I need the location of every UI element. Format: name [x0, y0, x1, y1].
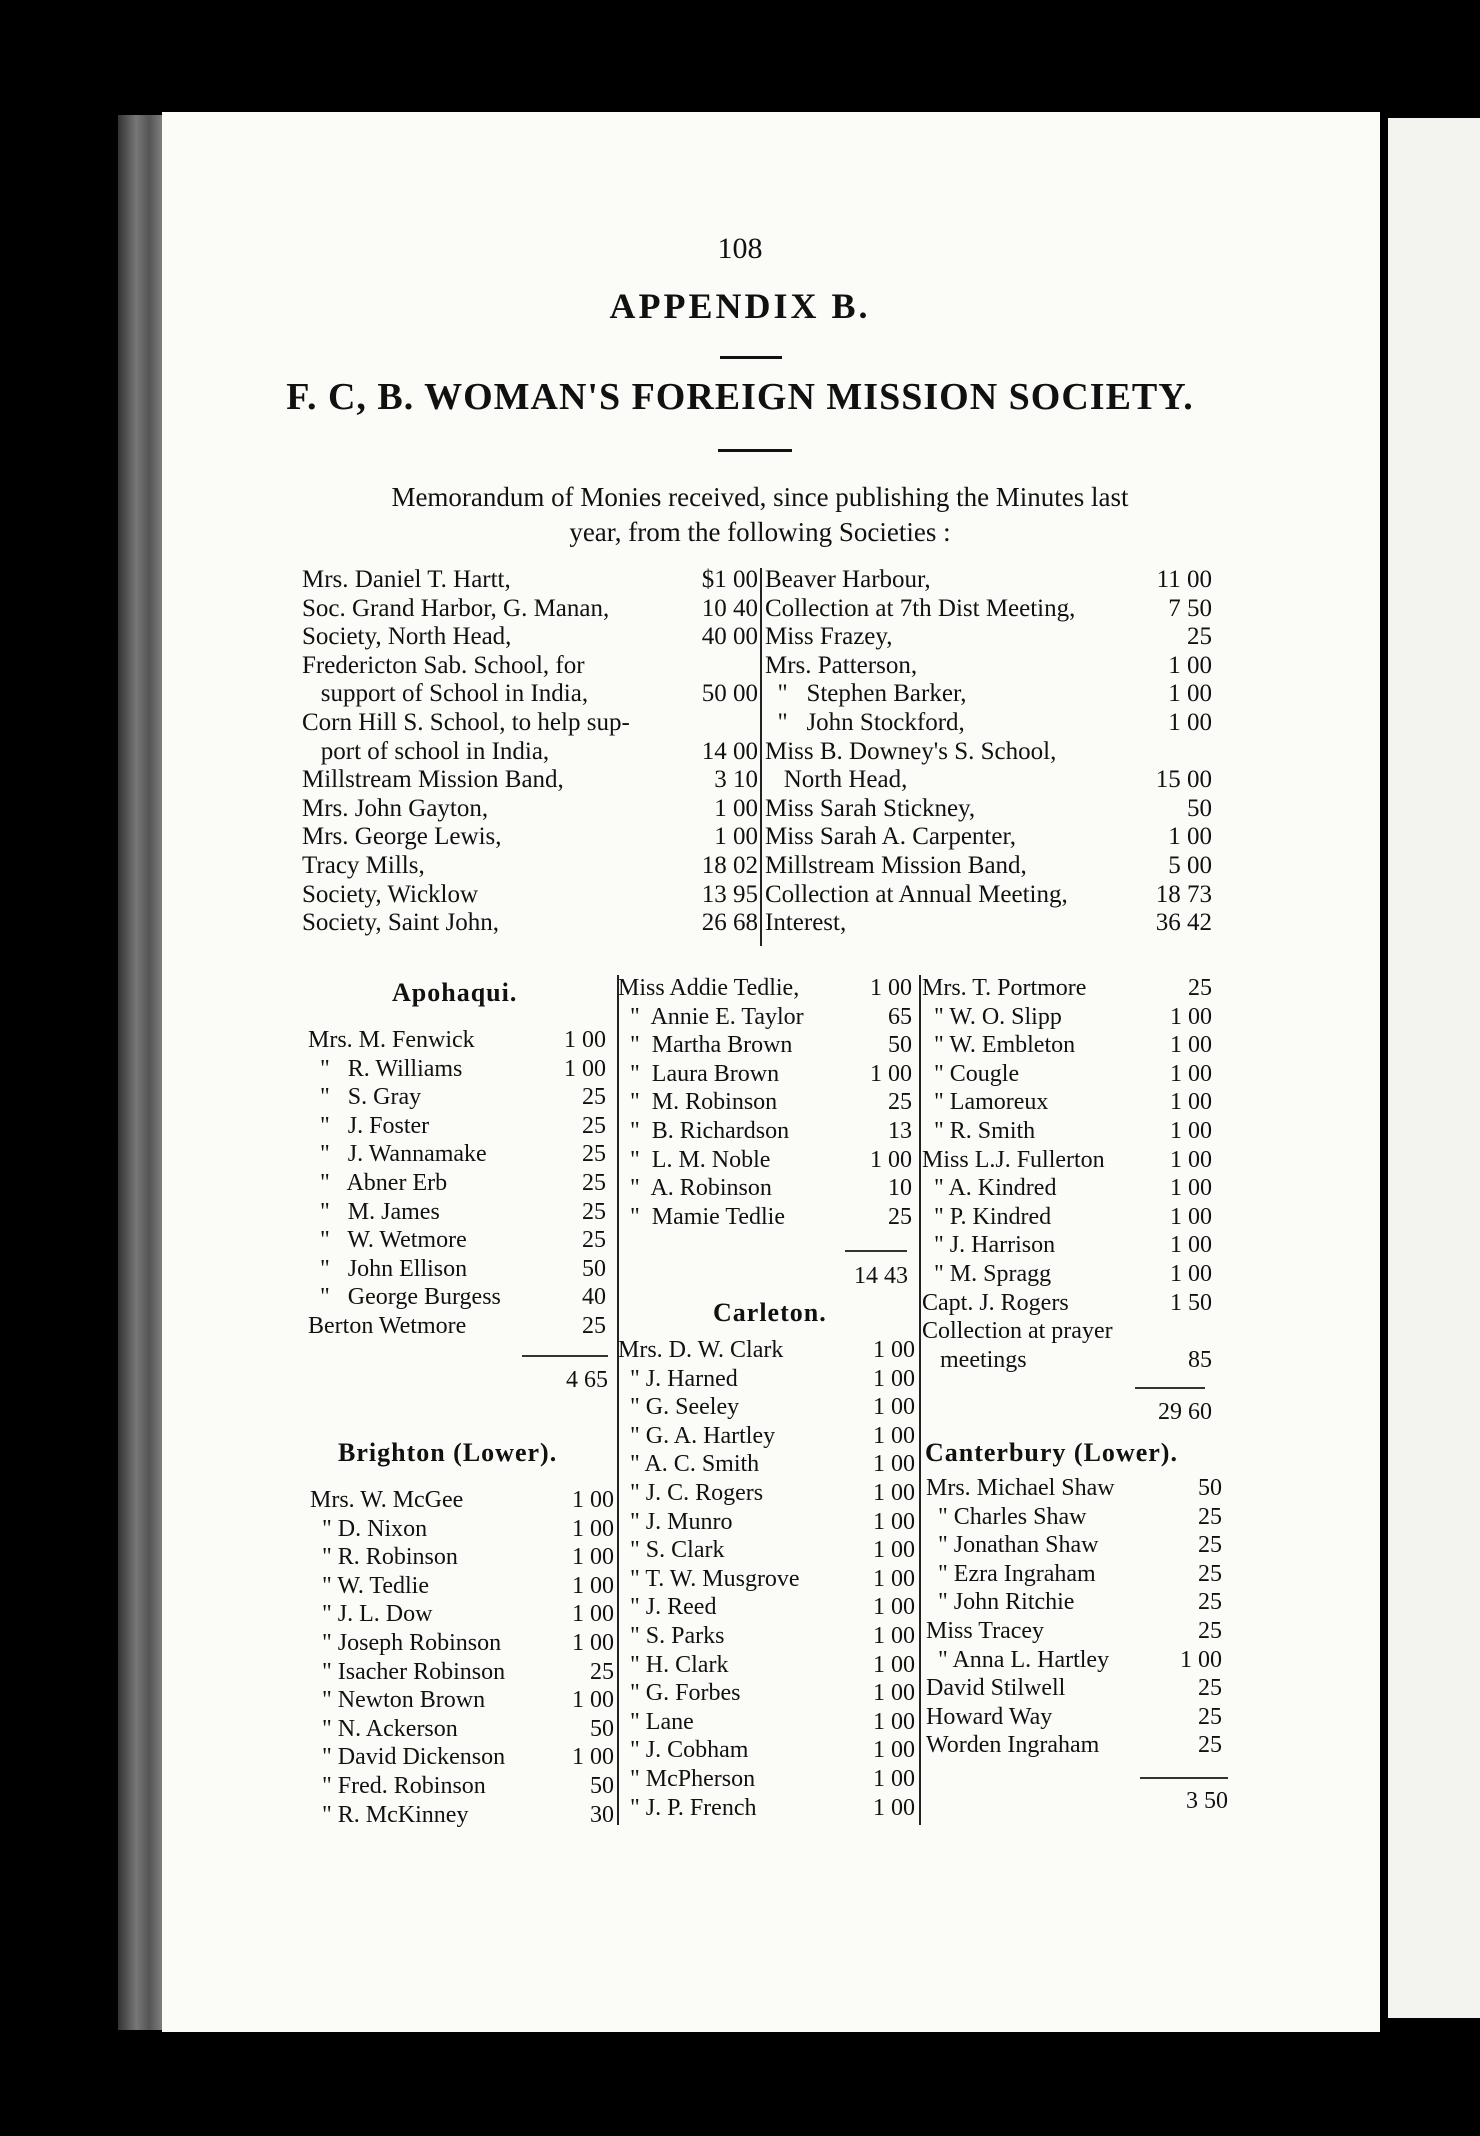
entry-name: Berton Wetmore: [308, 1313, 467, 1339]
entry-name: Miss Sarah A. Carpenter,: [765, 823, 1017, 851]
section-heading-canterbury: Canterbury (Lower).: [925, 1438, 1178, 1467]
entry-name: " S. Gray: [308, 1084, 422, 1111]
entry-name: " A. Kindred: [922, 1175, 1057, 1202]
entry-name: Society, North Head,: [302, 623, 512, 651]
divider: [718, 449, 792, 452]
entry-amount: 1 00: [1170, 1175, 1212, 1202]
entry-name: Miss Addie Tedlie,: [618, 975, 800, 1001]
entry-name: Howard Way: [926, 1703, 1053, 1730]
entry-amount: 18 02: [701, 852, 758, 879]
section-heading-brighton: Brighton (Lower).: [338, 1438, 558, 1467]
entry-name: " G. Seeley: [618, 1394, 740, 1421]
entry-amount: 1 00: [564, 1027, 606, 1053]
entry-name: " J. L. Dow: [310, 1601, 433, 1628]
entry-amount: 25: [1198, 1618, 1222, 1644]
entry-amount: 18 73: [1155, 880, 1212, 908]
entry-amount: 1 00: [572, 1744, 614, 1771]
entry-amount: 1 00: [1170, 1261, 1212, 1287]
entry-amount: 1 00: [572, 1487, 614, 1513]
entry-name: Collection at prayer: [922, 1318, 1113, 1345]
entry-amount: 25: [582, 1227, 606, 1254]
entry-amount: 1 00: [873, 1651, 915, 1678]
entry-name: " J. C. Rogers: [618, 1480, 764, 1506]
entry-name: " Lamoreux: [922, 1089, 1049, 1116]
entry-name: " Charles Shaw: [926, 1503, 1087, 1530]
entry-name: " McPherson: [618, 1766, 756, 1792]
entry-amount: 1 00: [873, 1623, 915, 1649]
entry-amount: 1 00: [1170, 1003, 1212, 1030]
entry-name: " H. Clark: [618, 1651, 729, 1678]
entry-amount: 25: [1198, 1732, 1222, 1759]
entry-amount: 1 50: [1170, 1289, 1212, 1316]
entry-name: " John Ritchie: [926, 1589, 1075, 1616]
entry-amount: 10: [888, 1175, 912, 1202]
entry-name: Miss Sarah Stickney,: [765, 794, 976, 822]
entry-name: " L. M. Noble: [618, 1146, 771, 1173]
entry-amount: 1 00: [572, 1544, 614, 1571]
column-rule: [760, 568, 762, 946]
entry-amount: 50: [590, 1715, 614, 1742]
entry-amount: 25: [888, 1203, 912, 1230]
entry-amount: 7 50: [1168, 594, 1212, 622]
entry-name: Interest,: [765, 909, 847, 937]
entry-name: " J. Foster: [308, 1112, 430, 1139]
entry-amount: 1 00: [873, 1680, 915, 1707]
entry-amount: 1 00: [873, 1365, 915, 1392]
entry-name: " D. Nixon: [310, 1515, 428, 1542]
entry-amount: 36 42: [1155, 909, 1212, 937]
entry-name: Millstream Mission Band,: [302, 766, 564, 794]
entry-amount: 1 00: [873, 1708, 915, 1735]
entry-name: Mrs. Michael Shaw: [926, 1475, 1115, 1501]
apohaqui-total: 4 65: [566, 1367, 608, 1393]
entry-amount: 14 00: [701, 737, 758, 765]
entry-name: " W. Embleton: [922, 1032, 1076, 1059]
entry-amount: 1 00: [873, 1594, 915, 1621]
memo-line-2: year, from the following Societies :: [569, 517, 951, 547]
entry-amount: 25: [582, 1313, 606, 1339]
entry-amount: 1 00: [873, 1537, 915, 1564]
entry-amount: 1 00: [870, 1146, 912, 1173]
entry-name: support of School in India,: [302, 680, 589, 708]
entry-name: " R. Robinson: [310, 1544, 458, 1571]
entry-amount: 1 00: [873, 1766, 915, 1792]
entry-name: Society, Saint John,: [302, 909, 499, 937]
entry-name: " Annie E. Taylor: [618, 1003, 804, 1030]
entry-name: " George Burgess: [308, 1284, 501, 1311]
section-heading-carleton: Carleton.: [713, 1298, 827, 1327]
entry-name: Soc. Grand Harbor, G. Manan,: [302, 594, 610, 622]
entry-amount: 1 00: [564, 1055, 606, 1082]
entry-name: " M. Spragg: [922, 1261, 1052, 1287]
entry-name: Mrs. M. Fenwick: [308, 1027, 475, 1053]
entry-amount: 1 00: [873, 1394, 915, 1421]
entry-name: " J. P. French: [618, 1794, 757, 1821]
entry-name: " J. Harrison: [922, 1232, 1056, 1259]
entry-amount: 1 00: [572, 1515, 614, 1542]
entry-amount: 1 00: [870, 1060, 912, 1087]
entry-amount: 1 00: [1170, 1089, 1212, 1116]
entry-amount: 1 00: [873, 1565, 915, 1592]
entry-name: " A. Robinson: [618, 1175, 772, 1202]
entry-name: Corn Hill S. School, to help sup-: [302, 709, 630, 736]
entry-amount: 25: [1198, 1675, 1222, 1702]
entry-name: David Stilwell: [926, 1675, 1066, 1702]
entry-name: " S. Parks: [618, 1623, 725, 1649]
entry-amount: 65: [888, 1003, 912, 1030]
entry-amount: 15 00: [1155, 766, 1212, 794]
entry-name: Tracy Mills,: [302, 852, 425, 879]
entry-name: " Cougle: [922, 1060, 1020, 1087]
entry-amount: 1 00: [873, 1337, 915, 1363]
entry-amount: 1 00: [873, 1508, 915, 1535]
entry-name: " J. Reed: [618, 1594, 717, 1621]
entry-name: Mrs. Daniel T. Hartt,: [302, 566, 511, 593]
entry-amount: 1 00: [873, 1422, 915, 1449]
entry-amount: 25: [590, 1658, 614, 1685]
entry-name: meetings: [922, 1346, 1027, 1373]
entry-amount: 5 00: [1168, 852, 1212, 879]
entry-amount: 1 00: [1180, 1646, 1222, 1673]
entry-name: Miss Tracey: [926, 1618, 1045, 1644]
entry-name: Mrs. George Lewis,: [302, 823, 502, 851]
entry-name: " Newton Brown: [310, 1687, 486, 1714]
entry-amount: 50 00: [701, 680, 758, 708]
entry-name: port of school in India,: [302, 737, 550, 765]
entry-name: " Mamie Tedlie: [618, 1203, 785, 1230]
entry-name: " W. Tedlie: [310, 1572, 430, 1599]
total-rule: [845, 1250, 907, 1252]
entry-amount: 25: [582, 1084, 606, 1111]
entry-name: " Anna L. Hartley: [926, 1646, 1110, 1673]
entry-name: " J. Munro: [618, 1508, 733, 1535]
entry-amount: 25: [1198, 1532, 1222, 1559]
middle-top-total: 14 43: [854, 1263, 908, 1289]
entry-name: " Abner Erb: [308, 1170, 448, 1196]
total-rule: [1135, 1387, 1205, 1389]
entry-amount: 1 00: [873, 1480, 915, 1506]
entry-name: " W. Wetmore: [308, 1227, 467, 1254]
entry-amount: 25: [582, 1198, 606, 1225]
entry-amount: 1 00: [873, 1737, 915, 1764]
entry-name: " J. Cobham: [618, 1737, 749, 1764]
entry-name: " A. C. Smith: [618, 1451, 760, 1478]
entry-amount: 26 68: [701, 909, 758, 937]
entry-amount: 30: [590, 1801, 614, 1828]
entry-amount: 1 00: [1168, 680, 1212, 708]
entry-name: " G. Forbes: [618, 1680, 741, 1707]
entry-amount: 25: [582, 1112, 606, 1139]
entry-amount: 25: [1188, 975, 1212, 1001]
entry-amount: 11 00: [1156, 566, 1212, 593]
entry-name: Capt. J. Rogers: [922, 1289, 1069, 1316]
divider: [720, 356, 782, 359]
entry-name: Miss L.J. Fullerton: [922, 1146, 1105, 1173]
entry-name: " S. Clark: [618, 1537, 725, 1564]
entry-amount: 1 00: [1168, 823, 1212, 851]
entry-name: " W. O. Slipp: [922, 1003, 1062, 1030]
entry-name: " Ezra Ingraham: [926, 1560, 1096, 1587]
entry-name: Collection at Annual Meeting,: [765, 880, 1068, 908]
section-heading-apohaqui: Apohaqui.: [392, 978, 518, 1007]
memorandum: [295, 480, 1225, 550]
column-rule: [919, 975, 921, 1825]
entry-name: " Fred. Robinson: [310, 1773, 486, 1799]
memo-line-1: Memorandum of Monies received, since publishing the Minutes last: [391, 482, 1129, 512]
entry-name: " Martha Brown: [618, 1032, 793, 1059]
entry-name: Beaver Harbour,: [765, 566, 931, 593]
society-title: F. C, B. WOMAN'S FOREIGN MISSION SOCIETY.: [286, 376, 1194, 418]
entry-amount: 1 00: [572, 1687, 614, 1714]
entry-name: Worden Ingraham: [926, 1732, 1100, 1759]
entry-amount: 25: [1198, 1560, 1222, 1587]
entry-amount: 25: [888, 1089, 912, 1116]
entry-name: " N. Ackerson: [310, 1715, 458, 1742]
entry-name: " Lane: [618, 1708, 694, 1735]
entry-amount: 40: [582, 1284, 606, 1311]
entry-name: " J. Wannamake: [308, 1141, 487, 1168]
entry-amount: 25: [1198, 1503, 1222, 1530]
entry-name: " Stephen Barker,: [765, 680, 967, 708]
entry-amount: 25: [1198, 1703, 1222, 1730]
entry-name: " John Ellison: [308, 1255, 468, 1282]
entry-amount: 3 10: [714, 766, 758, 794]
entry-amount: $1 00: [701, 566, 758, 593]
entry-name: Mrs. W. McGee: [310, 1487, 464, 1513]
entry-amount: 1 00: [1170, 1032, 1212, 1059]
entry-name: Mrs. Patterson,: [765, 651, 918, 679]
entry-name: Collection at 7th Dist Meeting,: [765, 594, 1076, 622]
canterbury-total: 3 50: [1186, 1788, 1228, 1814]
entry-amount: 50: [1198, 1475, 1222, 1501]
entry-amount: 13 95: [701, 880, 758, 908]
entry-name: " John Stockford,: [765, 709, 965, 736]
entry-name: Miss Frazey,: [765, 623, 893, 651]
entry-amount: 1 00: [873, 1794, 915, 1821]
entry-amount: 1 00: [714, 794, 758, 822]
entry-name: " Jonathan Shaw: [926, 1532, 1099, 1559]
entry-name: " Joseph Robinson: [310, 1630, 502, 1656]
entry-amount: 1 00: [870, 975, 912, 1001]
entry-name: " R. McKinney: [310, 1801, 469, 1828]
entry-name: " R. Williams: [308, 1055, 463, 1082]
page-number: 108: [717, 232, 763, 265]
entry-amount: 1 00: [1170, 1060, 1212, 1087]
entry-name: " M. James: [308, 1198, 440, 1225]
entry-amount: 25: [1187, 623, 1212, 651]
entry-amount: 1 00: [1170, 1146, 1212, 1173]
entry-amount: 40 00: [701, 623, 758, 651]
entry-name: Mrs. John Gayton,: [302, 794, 489, 822]
entry-amount: 25: [582, 1170, 606, 1196]
entry-name: " B. Richardson: [618, 1118, 790, 1144]
entry-amount: 85: [1188, 1346, 1212, 1373]
entry-amount: 50: [582, 1255, 606, 1282]
entry-amount: 50: [888, 1032, 912, 1059]
entry-name: " P. Kindred: [922, 1203, 1052, 1230]
entry-amount: 1 00: [1170, 1203, 1212, 1230]
total-rule: [522, 1355, 608, 1357]
entry-amount: 1 00: [714, 823, 758, 851]
entry-amount: 1 00: [572, 1630, 614, 1656]
entry-name: Society, Wicklow: [302, 880, 479, 908]
entry-amount: 1 00: [572, 1572, 614, 1599]
entry-name: " M. Robinson: [618, 1089, 778, 1116]
total-rule: [1140, 1777, 1228, 1779]
entry-name: Mrs. T. Portmore: [922, 975, 1087, 1001]
entry-amount: 1 00: [1170, 1232, 1212, 1259]
entry-name: North Head,: [765, 766, 908, 794]
entry-amount: 1 00: [873, 1451, 915, 1478]
entry-name: " J. Harned: [618, 1365, 738, 1392]
entry-name: Fredericton Sab. School, for: [302, 651, 585, 679]
entry-name: " David Dickenson: [310, 1744, 506, 1771]
entry-amount: 25: [1198, 1589, 1222, 1616]
entry-name: " Laura Brown: [618, 1060, 780, 1087]
entry-name: " R. Smith: [922, 1118, 1036, 1144]
entry-name: " G. A. Hartley: [618, 1422, 776, 1449]
entry-amount: 1 00: [1168, 709, 1212, 736]
entry-amount: 13: [888, 1118, 912, 1144]
entry-amount: 1 00: [572, 1601, 614, 1628]
entry-amount: 10 40: [701, 594, 758, 622]
entry-amount: 1 00: [1168, 651, 1212, 679]
right-top-total: 29 60: [1158, 1399, 1212, 1425]
entry-name: Millstream Mission Band,: [765, 852, 1027, 879]
entry-amount: 50: [590, 1773, 614, 1799]
entry-amount: 1 00: [1170, 1118, 1212, 1144]
appendix-title: APPENDIX B.: [609, 286, 871, 326]
entry-amount: 50: [1187, 794, 1212, 822]
entry-amount: 25: [582, 1141, 606, 1168]
entry-name: Mrs. D. W. Clark: [618, 1337, 784, 1363]
entry-name: " T. W. Musgrove: [618, 1565, 800, 1592]
entry-name: Miss B. Downey's S. School,: [765, 737, 1057, 765]
entry-name: " Isacher Robinson: [310, 1658, 506, 1685]
